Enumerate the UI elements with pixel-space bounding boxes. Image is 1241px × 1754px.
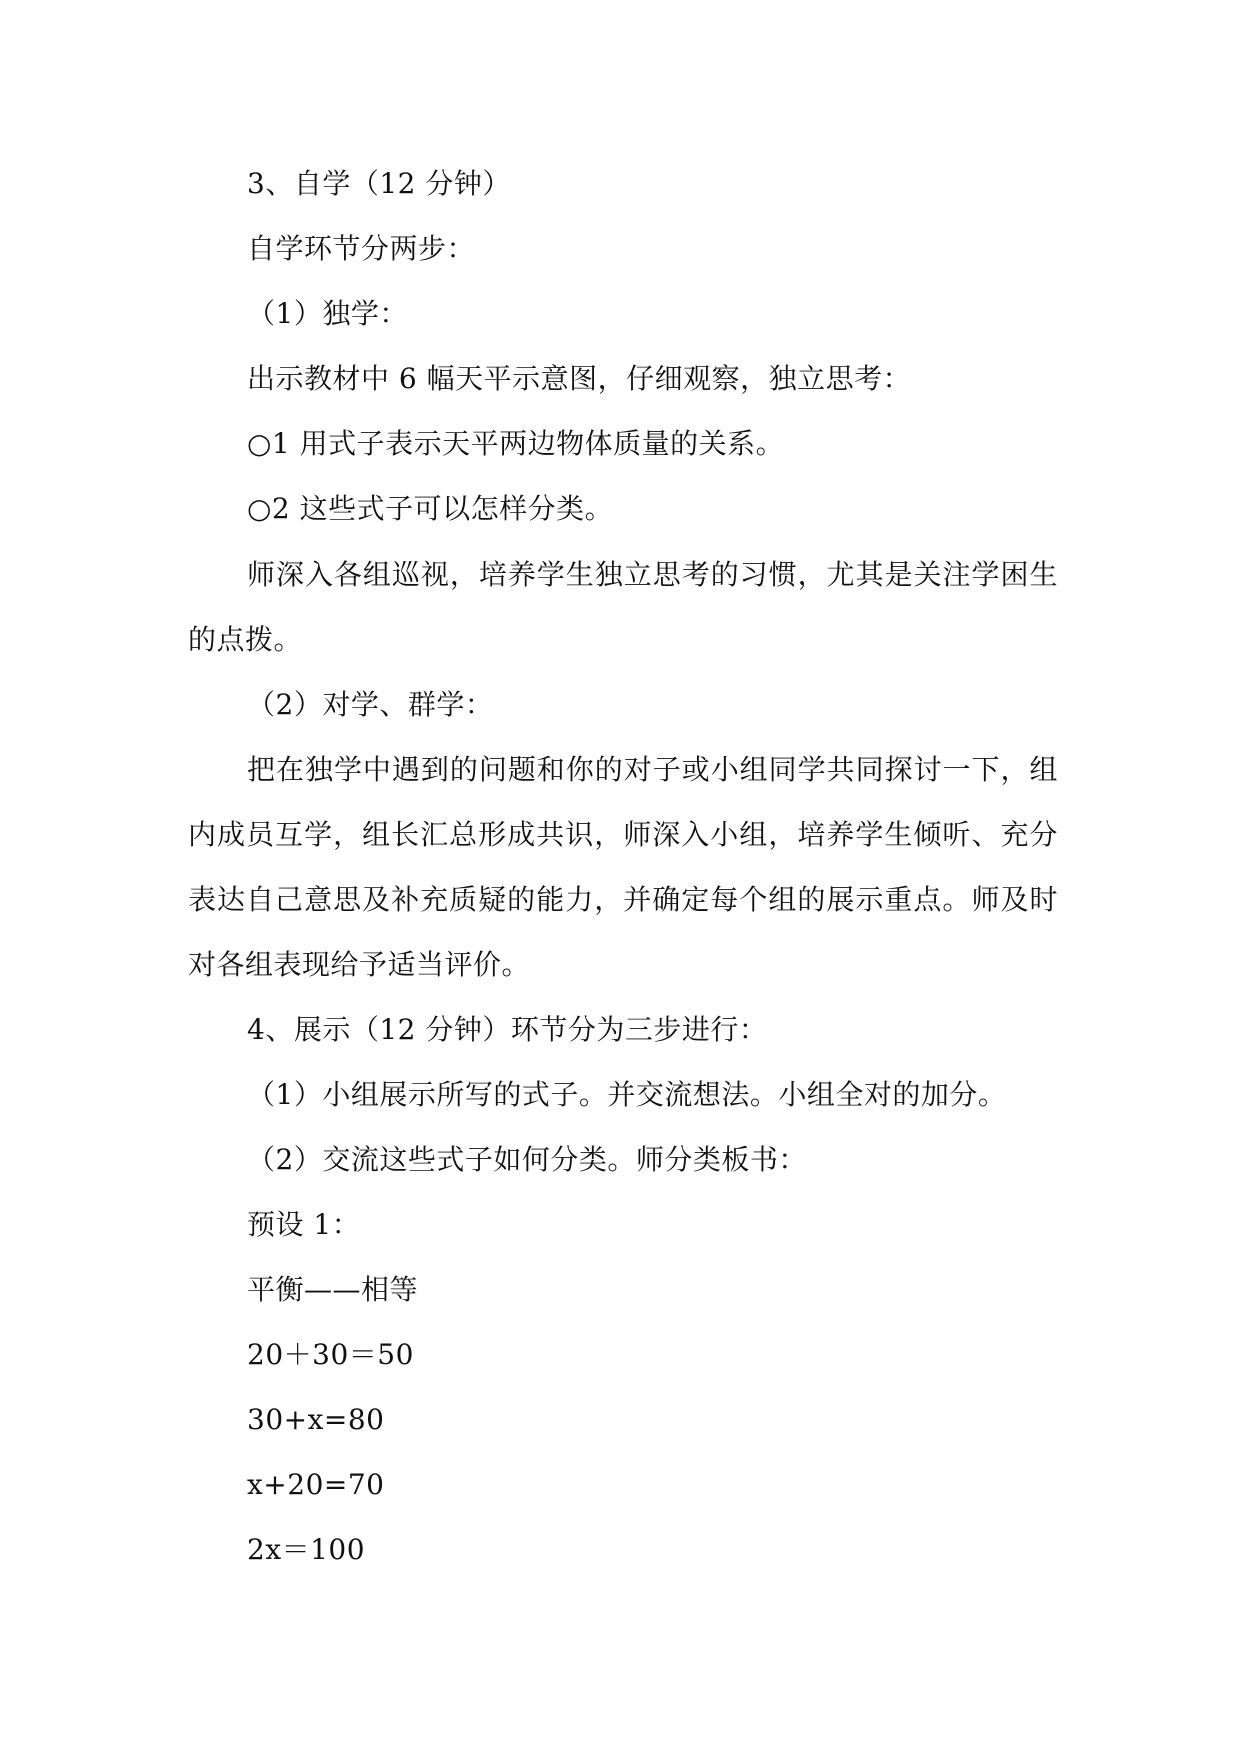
equation-line: 30+x=80 (247, 1403, 385, 1436)
equation-line: x+20=70 (247, 1468, 385, 1501)
paragraph-line: 出示教材中 6 幅天平示意图，仔细观察，独立思考： (247, 362, 912, 395)
list-item-1: ○1 用式子表示天平两边物体质量的关系。 (247, 427, 785, 460)
section-heading-presentation: 4、展示（12 分钟）环节分为三步进行： (247, 1013, 768, 1046)
paragraph-line: （2）交流这些式子如何分类。师分类板书： (247, 1143, 807, 1176)
equation-line: 20＋30＝50 (247, 1338, 414, 1371)
subheading-independent-study: （1）独学： (247, 297, 408, 330)
paragraph-line: 对各组表现给予适当评价。 (188, 948, 531, 981)
paragraph-line: 的点拨。 (188, 623, 303, 656)
subheading-group-study: （2）对学、群学： (247, 688, 494, 721)
paragraph-line: 内成员互学，组长汇总形成共识，师深入小组，培养学生倾听、充分 (188, 818, 1058, 851)
category-label: 平衡——相等 (247, 1273, 419, 1306)
list-item-2: ○2 这些式子可以怎样分类。 (247, 492, 614, 525)
paragraph-line: 表达自己意思及补充质疑的能力，并确定每个组的展示重点。师及时 (188, 883, 1058, 916)
paragraph-line: 把在独学中遇到的问题和你的对子或小组同学共同探讨一下，组 (247, 753, 1058, 786)
paragraph-line: 师深入各组巡视，培养学生独立思考的习惯，尤其是关注学困生 (247, 558, 1058, 591)
section-heading-self-study: 3、自学（12 分钟） (247, 167, 511, 200)
paragraph-line: 自学环节分两步： (247, 232, 476, 265)
equation-line: 2x＝100 (247, 1533, 366, 1566)
paragraph-line: （1）小组展示所写的式子。并交流想法。小组全对的加分。 (247, 1078, 1007, 1111)
preset-label: 预设 1： (247, 1208, 361, 1241)
